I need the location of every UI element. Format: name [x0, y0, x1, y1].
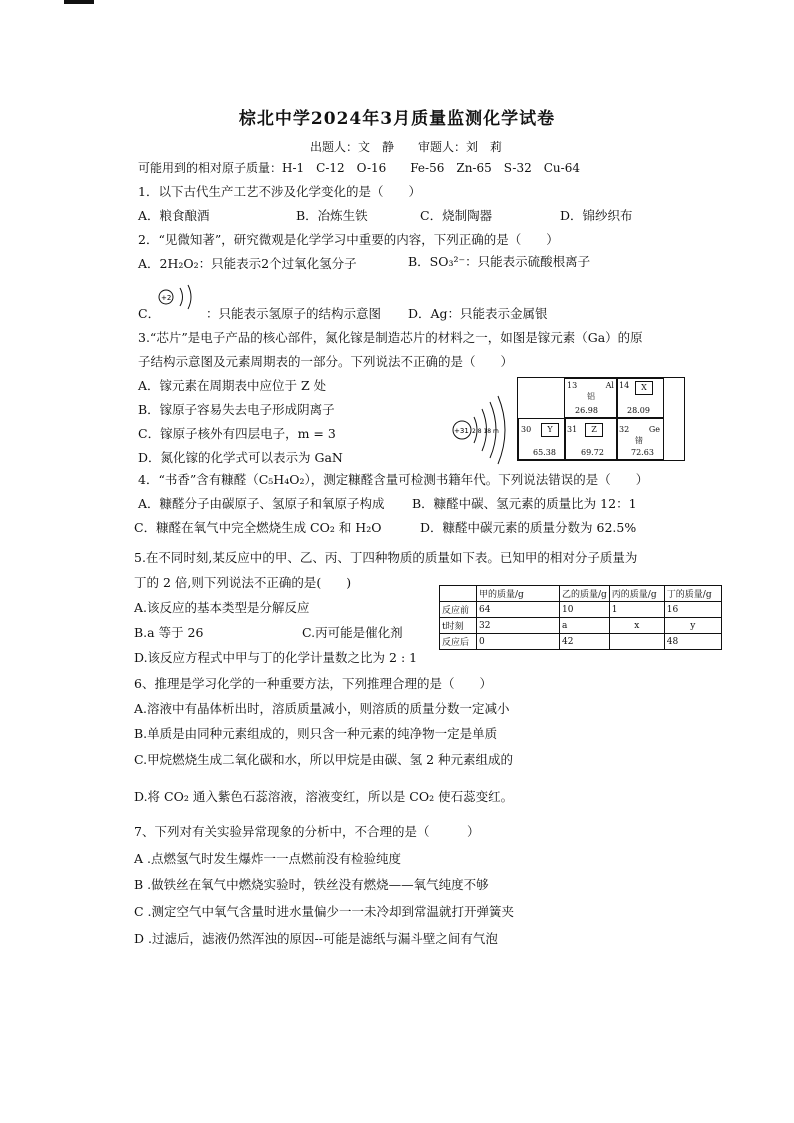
q2-stem: 2．“见微知著”，研究微观是化学学习中重要的内容，下列正确的是（ ） — [138, 232, 559, 247]
pt-cell-ge — [616, 418, 664, 460]
table-cell: 16 — [664, 602, 721, 618]
table-cell: 反应后 — [440, 634, 477, 650]
q7-option-b: B .做铁丝在氧气中燃烧实验时，铁丝没有燃烧——氧气纯度不够 — [134, 877, 489, 892]
pt-number: 13 — [567, 381, 578, 390]
pt-mass: 72.63 — [631, 448, 654, 457]
q1-option-c: C．烧制陶器 — [420, 208, 493, 223]
pt-cell-y — [518, 418, 566, 460]
table-row — [440, 602, 722, 618]
q6-option-c: C.甲烷燃烧生成二氧化碳和水，所以甲烷是由碳、氢 2 种元素组成的 — [134, 752, 513, 767]
ga-shells-label: 2 8 18 m — [472, 428, 499, 435]
exam-title: 棕北中学2024年3月质量监测化学试卷 — [238, 109, 556, 129]
pt-mass: 26.98 — [575, 406, 598, 415]
q4-option-a: A．糠醛分子由碳原子、氢原子和氧原子构成 — [138, 496, 385, 511]
q4-stem: 4．“书香”含有糠醛（C₅H₄O₂），测定糠醛含量可检测书籍年代。下列说法错误的是（ ） — [138, 472, 649, 487]
q3-option-d: D．氮化镓的化学式可以表示为 GaN — [138, 450, 343, 465]
q7-option-a: A .点燃氢气时发生爆炸一一点燃前没有检验纯度 — [134, 851, 401, 866]
q3-stem-1: 3.“芯片”是电子产品的核心部件，氮化镓是制造芯片的材料之一，如图是镓元素（Ga）的原 — [138, 330, 643, 345]
table-cell: 10 — [560, 602, 610, 618]
q6-stem: 6、推理是学习化学的一种重要方法，下列推理合理的是（ ） — [134, 676, 492, 691]
exam-authors: 出题人：文 静 审题人：刘 莉 — [310, 140, 503, 154]
q3-option-c: C．镓原子核外有四层电子，m = 3 — [138, 426, 336, 441]
pt-name: 锗 — [635, 436, 643, 445]
table-header — [440, 586, 477, 602]
pt-unknown-box: Y — [541, 423, 559, 437]
q2-option-d: D．Ag：只能表示金属银 — [408, 306, 548, 321]
gallium-atom-diagram — [450, 393, 514, 467]
q5-stem-1: 5.在不同时刻,某反应中的甲、乙、丙、丁四种物质的质量如下表。已知甲的相对分子质量为 — [134, 550, 638, 565]
q7-option-d: D .过滤后，滤液仍然浑浊的原因--可能是滤纸与漏斗壁之间有气泡 — [134, 931, 498, 946]
q4-option-d: D．糠醛中碳元素的质量分数为 62.5% — [420, 520, 637, 535]
table-cell: a — [560, 618, 610, 634]
table-cell: 反应前 — [440, 602, 477, 618]
q2-option-a: A．2H₂O₂：只能表示2个过氧化氢分子 — [138, 256, 357, 271]
table-cell: 42 — [560, 634, 610, 650]
table-cell — [609, 634, 664, 650]
q5-option-d: D.该反应方程式中甲与丁的化学计量数之比为 2 : 1 — [134, 650, 418, 665]
pt-number: 14 — [619, 381, 630, 390]
pt-number: 32 — [619, 425, 630, 434]
q7-option-c: C .测定空气中氧气含量时进水量偏少一一未冷却到常温就打开弹簧夹 — [134, 904, 515, 919]
q4-option-b: B．糠醛中碳、氢元素的质量比为 12：1 — [412, 496, 637, 511]
q3-option-a: A．镓元素在周期表中应位于 Z 处 — [138, 378, 327, 393]
q2-option-b: B．SO₃²⁻：只能表示硫酸根离子 — [408, 254, 591, 269]
pt-cell-x — [616, 378, 664, 418]
ga-nucleus-label: +31 — [454, 427, 469, 435]
pt-mass: 65.38 — [533, 448, 556, 457]
table-cell: 64 — [477, 602, 560, 618]
q6-option-a: A.溶液中有晶体析出时，溶质质量减小，则溶质的质量分数一定减小 — [134, 701, 510, 716]
pt-unknown-box: X — [635, 381, 653, 395]
h-nucleus-label: +2 — [161, 294, 172, 302]
q1-stem: 1．以下古代生产工艺不涉及化学变化的是（ ） — [138, 184, 421, 199]
pt-unknown-box: Z — [585, 423, 603, 437]
table-row — [440, 586, 722, 602]
q7-stem: 7、下列对有关实验异常现象的分析中，不合理的是（ ） — [134, 824, 480, 839]
table-header: 丁的质量/g — [664, 586, 721, 602]
table-header: 甲的质量/g — [477, 586, 560, 602]
q4-option-c: C．糠醛在氧气中完全燃烧生成 CO₂ 和 H₂O — [134, 520, 382, 535]
table-cell: 32 — [477, 618, 560, 634]
hydrogen-atom-diagram — [152, 282, 208, 312]
pt-number: 30 — [521, 425, 532, 434]
q2-option-c-label: C． — [138, 306, 161, 321]
table-cell: y — [664, 618, 721, 634]
pt-number: 31 — [567, 425, 578, 434]
q6-option-d: D.将 CO₂ 通入紫色石蕊溶液，溶液变红，所以是 CO₂ 使石蕊变红。 — [134, 789, 514, 804]
table-row — [440, 634, 722, 650]
periodic-table-fragment — [517, 377, 685, 461]
table-cell: 1 — [609, 602, 664, 618]
q5-option-b: B.a 等于 26 — [134, 625, 204, 640]
q5-option-c: C.丙可能是催化剂 — [302, 625, 403, 640]
table-cell: 0 — [477, 634, 560, 650]
q1-option-a: A．粮食酿酒 — [138, 208, 210, 223]
q5-stem-2: 丁的 2 倍,则下列说法不正确的是( ) — [134, 575, 352, 590]
table-row — [440, 618, 722, 634]
q2-option-c: ：只能表示氢原子的结构示意图 — [206, 306, 382, 321]
q1-option-d: D．锦纱织布 — [560, 208, 633, 223]
q3-option-b: B．镓原子容易失去电子形成阴离子 — [138, 402, 335, 417]
table-header: 乙的质量/g — [560, 586, 610, 602]
q5-option-a: A.该反应的基本类型是分解反应 — [134, 600, 310, 615]
pt-cell-al — [564, 378, 618, 418]
q1-option-b: B．冶炼生铁 — [296, 208, 368, 223]
table-cell: t时刻 — [440, 618, 477, 634]
pt-symbol: Ge — [648, 425, 660, 434]
pt-name: 铝 — [587, 392, 595, 401]
reaction-mass-table — [439, 585, 722, 650]
q6-option-b: B.单质是由同种元素组成的，则只含一种元素的纯净物一定是单质 — [134, 726, 498, 741]
corner-mark — [64, 0, 94, 4]
atomic-masses: 可能用到的相对原子质量：H-1 C-12 O-16 Fe-56 Zn-65 S-32 Cu-64 — [138, 161, 580, 175]
q3-stem-2: 子结构示意图及元素周期表的一部分。下列说法不正确的是（ ） — [138, 354, 514, 369]
pt-symbol: Al — [605, 381, 614, 390]
table-header: 丙的质量/g — [609, 586, 664, 602]
pt-cell-z — [564, 418, 618, 460]
pt-mass: 69.72 — [581, 448, 604, 457]
table-cell: 48 — [664, 634, 721, 650]
pt-mass: 28.09 — [627, 406, 650, 415]
table-cell: x — [609, 618, 664, 634]
